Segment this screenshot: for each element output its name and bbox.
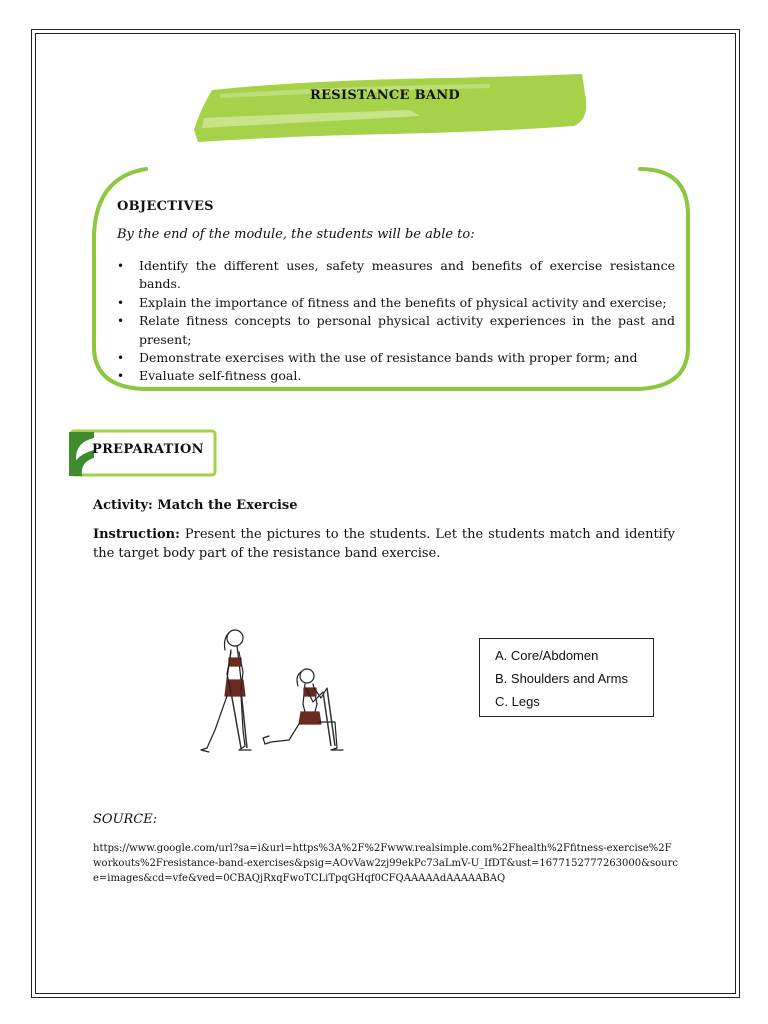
source-label: SOURCE: [93, 812, 158, 827]
standing-woman-figure [201, 630, 251, 752]
title-brush-stroke [190, 70, 590, 146]
page-title: RESISTANCE BAND [309, 88, 460, 103]
objectives-intro: By the end of the module, the students will be able to: [117, 227, 475, 242]
answer-choice: B. Shoulders and Arms [495, 671, 628, 686]
answer-choices-list [495, 644, 628, 713]
objectives-heading: OBJECTIVES [117, 199, 214, 214]
objective-item: • Identify the different uses, safety measures and benefits of exercise resistance bands. [117, 257, 675, 294]
answer-choices-box [479, 638, 654, 717]
instruction-paragraph [93, 526, 675, 563]
instruction-label: Instruction: [93, 527, 180, 542]
objective-item: • Demonstrate exercises with the use of resistance bands with proper form; and [117, 349, 675, 367]
objective-item: • Explain the importance of fitness and the benefits of physical activity and exercise; [117, 294, 675, 312]
answer-choice: A. Core/Abdomen [495, 648, 599, 663]
resistance-band-lunging [323, 688, 335, 746]
objective-item: • Relate fitness concepts to personal physical activity experiences in the past and present; [117, 312, 675, 349]
instruction-text: Present the pictures to the students. Let the students match and identify the target body part of the resistance band exercise. [93, 527, 675, 561]
source-url: https://www.google.com/url?sa=i&url=https%3A%2F%2Fwww.realsimple.com%2Fhealth%2Ffitness-exercise%2Fworkouts%2Fresistance-band-exercises&psig=AOvVaw2zj99ekPc73aLmV-U_IfDT&ust=1677152777263000&source=images&cd=vfe&ved=0CBAQjRxqFwoTCLiTpqGHqf0CFQAAAAAdAAAAABAQ [93, 843, 679, 884]
preparation-heading: PREPARATION [92, 442, 204, 457]
answer-choice: C. Legs [495, 694, 540, 709]
exercise-illustration [185, 600, 425, 800]
activity-title: Activity: Match the Exercise [93, 498, 298, 513]
objective-item: • Evaluate self-fitness goal. [117, 367, 675, 385]
objectives-list [117, 257, 675, 386]
lunging-woman-figure [263, 669, 343, 750]
